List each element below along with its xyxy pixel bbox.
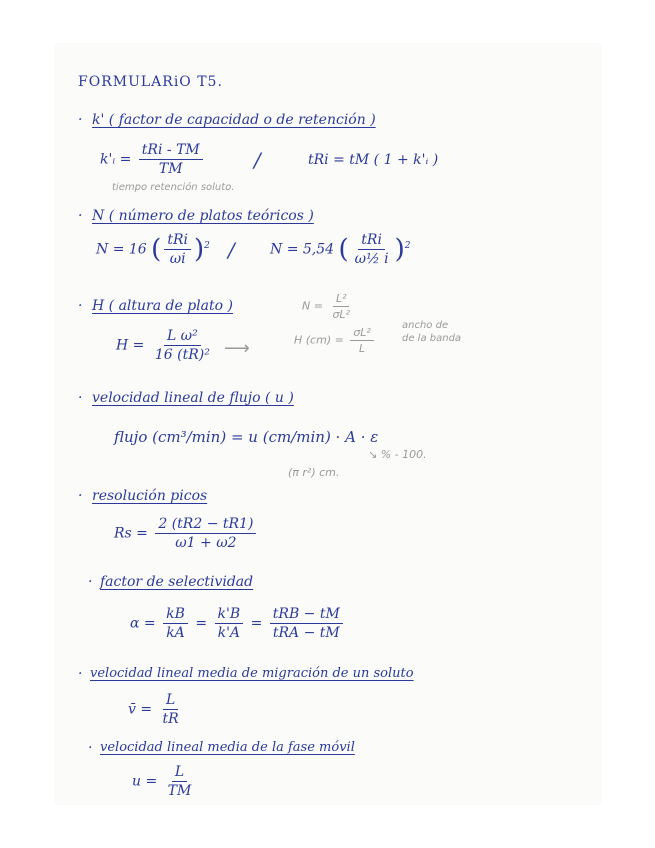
bullet: ·: [78, 112, 83, 128]
fraction-um: [165, 764, 195, 799]
arrow-icon: ⟶: [224, 338, 250, 359]
fraction-rs-num: 2 (tR2 − tR1): [155, 516, 256, 534]
fraction-h-num: L ω²: [164, 328, 201, 346]
formula-v-lhs: v̄ =: [128, 701, 153, 718]
fraction-alpha-2-den: k'A: [217, 625, 241, 641]
page-title: FORMULARiO T5.: [78, 74, 223, 90]
fraction-h: [152, 328, 213, 363]
equals-sign: =: [250, 615, 263, 632]
fraction-h-den: 16 (tR)²: [154, 347, 210, 363]
pencil-fraction-n: [329, 292, 353, 321]
formula-v: [128, 692, 185, 727]
pencil-note-band: de la banda: [402, 333, 462, 344]
pencil-formula-h: [294, 326, 377, 355]
formula-n1: N = 16 ( $\frac{\text{tRi}}{\omega i}$ )$^2$: [96, 232, 210, 267]
fraction-n2-num: tRi: [358, 232, 385, 250]
heading-v: velocidad lineal media de migración de un soluto: [90, 666, 414, 681]
fraction-v: [160, 692, 182, 727]
heading-alpha: factor de selectividad: [100, 574, 254, 590]
bullet: ·: [78, 488, 83, 504]
heading-rs: resolución picos: [92, 488, 208, 504]
heading-h: H ( altura de plato ): [92, 298, 233, 314]
fraction-alpha-2-num: k'B: [215, 606, 244, 624]
fraction-um-num: L: [172, 764, 187, 782]
fraction-alpha-3-num: tRB − tM: [270, 606, 343, 624]
pencil-fraction-h: [350, 326, 374, 355]
fraction-v-num: L: [163, 692, 178, 710]
fraction-rs: [155, 516, 256, 551]
bullet: ·: [88, 740, 93, 756]
pencil-fraction-n-den: σL²: [332, 308, 350, 321]
fraction-alpha-1: [163, 606, 188, 641]
formula-alpha: [130, 606, 346, 641]
formula-rs-lhs: Rs =: [114, 525, 148, 542]
formula-n2-lhs: N = 5,54: [270, 241, 335, 258]
bullet: ·: [78, 208, 83, 224]
formula-h: [116, 328, 216, 363]
fraction-k: [139, 142, 203, 177]
pencil-formula-h-lhs: H (cm) =: [294, 333, 344, 347]
bullet: ·: [78, 666, 83, 682]
formula-n2: N = 5,54 ( $\frac{\text{tRi}}{\text{ω½ i}}$ )$^2$: [270, 232, 411, 267]
heading-k: k' ( factor de capacidad o de retención ): [92, 112, 376, 128]
fraction-alpha-2: [215, 606, 244, 641]
fraction-k-num: tRi - TM: [139, 142, 203, 160]
formula-alpha-lhs: α =: [130, 615, 156, 632]
fraction-um-den: TM: [167, 783, 192, 799]
fraction-n2-den: ω½ i: [354, 251, 389, 267]
fraction-alpha-1-den: kA: [166, 625, 185, 641]
pencil-formula-n-lhs: N =: [302, 299, 323, 313]
bullet: ·: [78, 298, 83, 314]
fraction-alpha-3-den: tRA − tM: [272, 625, 340, 641]
equals-sign: =: [195, 615, 208, 632]
exponent: 2: [204, 240, 210, 251]
heading-um: velocidad lineal media de la fase móvil: [100, 740, 355, 755]
formula-tr: tRi = tM ( 1 + k'ᵢ ): [308, 152, 439, 168]
formula-k: [100, 142, 206, 177]
formula-n1-lhs: N = 16: [96, 241, 147, 258]
fraction-n1: [164, 232, 191, 267]
exponent: 2: [404, 240, 411, 251]
separator-slash: /: [254, 148, 261, 172]
fraction-v-den: tR: [162, 711, 179, 727]
fraction-k-den: TM: [158, 161, 183, 177]
fraction-alpha-1-num: kB: [163, 606, 188, 624]
note-retention-time: tiempo retención soluto.: [112, 182, 235, 193]
heading-n: N ( número de platos teóricos ): [92, 208, 314, 224]
fraction-n1-num: tRi: [164, 232, 191, 250]
formula-um-lhs: u =: [132, 773, 158, 790]
bullet: ·: [88, 574, 93, 590]
formula-h-lhs: H =: [116, 337, 145, 354]
pencil-fraction-h-den: L: [359, 342, 366, 355]
separator-slash: /: [228, 238, 235, 262]
pencil-fraction-h-num: σL²: [350, 326, 374, 341]
pencil-note-percent: ↘ % - 100.: [368, 448, 427, 461]
pencil-fraction-n-num: L²: [333, 292, 350, 307]
fraction-n1-den: ωi: [169, 251, 186, 267]
notebook-page: [56, 44, 600, 804]
fraction-n2: [352, 232, 392, 267]
formula-rs: [114, 516, 259, 551]
pencil-note-width: ancho de: [402, 320, 449, 331]
heading-u: velocidad lineal de flujo ( u ): [92, 390, 294, 406]
pencil-note-area: (π r²) cm.: [288, 466, 340, 479]
fraction-alpha-3: [270, 606, 343, 641]
bullet: ·: [78, 390, 83, 406]
pencil-formula-n: [302, 292, 356, 321]
formula-um: [132, 764, 197, 799]
formula-k-lhs: k'ᵢ =: [100, 151, 132, 168]
fraction-rs-den: ω1 + ω2: [175, 535, 237, 551]
formula-flow: flujo (cm³/min) = u (cm/min) · A · ε: [114, 428, 379, 446]
